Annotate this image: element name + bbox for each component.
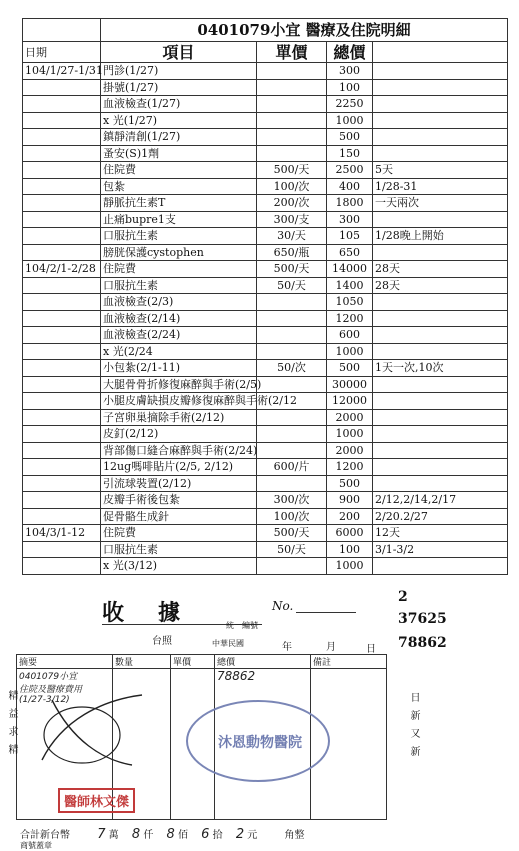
cell-note bbox=[373, 63, 508, 80]
cell-date bbox=[23, 211, 101, 228]
clinic-stamp-text: 沐恩動物醫院 bbox=[218, 735, 302, 751]
cell-date bbox=[23, 195, 101, 212]
receipt-unified-no: 統一編號 bbox=[226, 621, 258, 630]
cell-unit bbox=[257, 96, 327, 113]
cell-item: 住院費 bbox=[101, 525, 257, 542]
cell-date bbox=[23, 376, 101, 393]
cell-unit: 300/次 bbox=[257, 492, 327, 509]
cell-unit bbox=[257, 129, 327, 146]
cell-date bbox=[23, 96, 101, 113]
cell-unit: 600/片 bbox=[257, 459, 327, 476]
table-row bbox=[23, 558, 508, 575]
total-digit-0: 7 bbox=[97, 827, 106, 842]
cell-date bbox=[23, 162, 101, 179]
cell-total: 400 bbox=[327, 178, 373, 195]
cell-note bbox=[373, 327, 508, 344]
hand-summary-1: 0401079小宜 bbox=[19, 672, 78, 682]
cell-note: 1天一次,10次 bbox=[373, 360, 508, 377]
table-row bbox=[23, 277, 508, 294]
cell-item: 小腿皮膚缺損皮瓣修復麻醉與手術(2/12 bbox=[101, 393, 257, 410]
receipt-year: 年 bbox=[282, 642, 292, 653]
hand-total: 78862 bbox=[217, 669, 256, 683]
cell-note bbox=[373, 145, 508, 162]
table-row bbox=[23, 79, 508, 96]
cell-item: 鎮靜清創(1/27) bbox=[101, 129, 257, 146]
cell-date bbox=[23, 129, 101, 146]
table-row bbox=[23, 508, 508, 525]
table-row bbox=[23, 409, 508, 426]
cell-date bbox=[23, 360, 101, 377]
side-value-3: 78862 bbox=[398, 635, 447, 651]
receipt bbox=[6, 582, 419, 850]
cell-total: 1000 bbox=[327, 558, 373, 575]
cell-item: 住院費 bbox=[101, 162, 257, 179]
receipt-title: 收據 bbox=[102, 600, 215, 626]
cell-unit bbox=[257, 294, 327, 311]
cell-total: 1800 bbox=[327, 195, 373, 212]
table-row bbox=[23, 162, 508, 179]
cell-total: 150 bbox=[327, 145, 373, 162]
receipt-total-row bbox=[20, 826, 386, 842]
cell-total: 6000 bbox=[327, 525, 373, 542]
cell-note bbox=[373, 426, 508, 443]
cell-total: 650 bbox=[327, 244, 373, 261]
cell-unit: 500/天 bbox=[257, 261, 327, 278]
table-row bbox=[23, 426, 508, 443]
cell-unit: 500/天 bbox=[257, 525, 327, 542]
cell-date: 104/2/1-2/28 bbox=[23, 261, 101, 278]
cross-out-mark bbox=[32, 690, 152, 770]
cell-note bbox=[373, 112, 508, 129]
right-vertical-text: 日新又新 bbox=[408, 692, 419, 764]
cell-date bbox=[23, 228, 101, 245]
table-row bbox=[23, 525, 508, 542]
cell-date bbox=[23, 244, 101, 261]
total-label: 合計新台幣 bbox=[20, 830, 70, 841]
receipt-month: 月 bbox=[326, 642, 336, 653]
title-blank bbox=[23, 19, 101, 42]
cell-item: 掛號(1/27) bbox=[101, 79, 257, 96]
table-row bbox=[23, 475, 508, 492]
cell-total: 12000 bbox=[327, 393, 373, 410]
sheet-title: 0401079小宜 醫療及住院明細 bbox=[101, 19, 508, 42]
cell-total: 100 bbox=[327, 541, 373, 558]
cell-total: 1200 bbox=[327, 310, 373, 327]
cell-date: 104/1/27-1/31 bbox=[23, 63, 101, 80]
cell-note bbox=[373, 294, 508, 311]
total-digit-4: 2 bbox=[235, 827, 245, 842]
total-unit-2: 佰 bbox=[177, 830, 188, 841]
cell-total: 200 bbox=[327, 508, 373, 525]
cell-unit bbox=[257, 442, 327, 459]
cell-item: 口服抗生素 bbox=[101, 228, 257, 245]
side-value-2: 37625 bbox=[398, 611, 447, 627]
cell-date bbox=[23, 475, 101, 492]
cell-item: 門診(1/27) bbox=[101, 63, 257, 80]
total-suffix: 角整 bbox=[284, 830, 305, 841]
cell-date bbox=[23, 426, 101, 443]
cell-total: 300 bbox=[327, 63, 373, 80]
cell-item: 止痛bupre1支 bbox=[101, 211, 257, 228]
receipt-col-unit: 單價 bbox=[171, 655, 215, 669]
cell-date bbox=[23, 459, 101, 476]
cell-unit bbox=[257, 475, 327, 492]
cell-date: 104/3/1-12 bbox=[23, 525, 101, 542]
receipt-day: 日 bbox=[366, 644, 376, 655]
total-unit-3: 拾 bbox=[212, 830, 223, 841]
cell-unit bbox=[257, 63, 327, 80]
cell-item: 蚤安(S)1劑 bbox=[101, 145, 257, 162]
cell-unit: 50/天 bbox=[257, 277, 327, 294]
cell-date bbox=[23, 145, 101, 162]
cell-total: 600 bbox=[327, 327, 373, 344]
cell-note: 1/28-31 bbox=[373, 178, 508, 195]
cell-total: 1200 bbox=[327, 459, 373, 476]
cell-total: 2000 bbox=[327, 409, 373, 426]
cell-unit bbox=[257, 112, 327, 129]
cell-note: 28天 bbox=[373, 277, 508, 294]
cell-item: x 光(3/12) bbox=[101, 558, 257, 575]
table-row bbox=[23, 492, 508, 509]
cell-note: 28天 bbox=[373, 261, 508, 278]
cell-item: 血液檢查(2/3) bbox=[101, 294, 257, 311]
cell-date bbox=[23, 343, 101, 360]
cell-item: 血液檢查(2/14) bbox=[101, 310, 257, 327]
cell-total: 500 bbox=[327, 475, 373, 492]
cell-date bbox=[23, 294, 101, 311]
receipt-col-total: 總價 bbox=[215, 655, 311, 669]
cell-total: 300 bbox=[327, 211, 373, 228]
cell-unit: 50/次 bbox=[257, 360, 327, 377]
header-note bbox=[373, 42, 508, 63]
cell-item: 背部傷口縫合麻醉與手術(2/24) bbox=[101, 442, 257, 459]
cell-note bbox=[373, 211, 508, 228]
receipt-customer: 台照 bbox=[152, 636, 172, 647]
cell-item: 口服抗生素 bbox=[101, 541, 257, 558]
side-value-1: 2 bbox=[398, 589, 408, 605]
cell-note: 12天 bbox=[373, 525, 508, 542]
cell-date bbox=[23, 178, 101, 195]
table-row bbox=[23, 376, 508, 393]
cell-total: 14000 bbox=[327, 261, 373, 278]
cell-total: 900 bbox=[327, 492, 373, 509]
table-row bbox=[23, 459, 508, 476]
total-digit-1: 8 bbox=[131, 827, 141, 842]
cell-unit bbox=[257, 327, 327, 344]
total-unit-0: 萬 bbox=[108, 830, 119, 841]
doctor-seal: 醫師林文傑 bbox=[58, 788, 135, 813]
cell-unit: 500/天 bbox=[257, 162, 327, 179]
cell-date bbox=[23, 409, 101, 426]
cell-total: 2000 bbox=[327, 442, 373, 459]
expense-sheet bbox=[22, 18, 507, 580]
header-total: 總價 bbox=[327, 42, 373, 63]
cell-total: 105 bbox=[327, 228, 373, 245]
receipt-republic: 中華民國 bbox=[212, 639, 244, 648]
table-row bbox=[23, 393, 508, 410]
table-row bbox=[23, 112, 508, 129]
cell-note: 2/12,2/14,2/17 bbox=[373, 492, 508, 509]
table-row bbox=[23, 244, 508, 261]
cell-date bbox=[23, 112, 101, 129]
cell-item: x 光(2/24 bbox=[101, 343, 257, 360]
cell-unit: 650/瓶 bbox=[257, 244, 327, 261]
cell-unit: 200/次 bbox=[257, 195, 327, 212]
cell-total: 500 bbox=[327, 129, 373, 146]
cell-date bbox=[23, 442, 101, 459]
cell-date bbox=[23, 310, 101, 327]
cell-total: 30000 bbox=[327, 376, 373, 393]
cell-item: 住院費 bbox=[101, 261, 257, 278]
table-row bbox=[23, 541, 508, 558]
table-row bbox=[23, 343, 508, 360]
cell-item: 大腿骨骨折修復麻醉與手術(2/5) bbox=[101, 376, 257, 393]
cell-note bbox=[373, 459, 508, 476]
cell-item: 血液檢查(1/27) bbox=[101, 96, 257, 113]
cell-unit bbox=[257, 79, 327, 96]
cell-unit bbox=[257, 310, 327, 327]
cell-note bbox=[373, 409, 508, 426]
receipt-col-summary: 摘要 bbox=[17, 655, 113, 669]
cell-note bbox=[373, 129, 508, 146]
cell-date bbox=[23, 79, 101, 96]
table-row bbox=[23, 442, 508, 459]
header-item: 項目 bbox=[101, 42, 257, 63]
cell-item: 引流球裝置(2/12) bbox=[101, 475, 257, 492]
total-digit-2: 8 bbox=[166, 827, 175, 842]
cell-note: 1/28晚上開始 bbox=[373, 228, 508, 245]
table-row bbox=[23, 211, 508, 228]
cell-item: 皮瓣手術後包紮 bbox=[101, 492, 257, 509]
cell-item: 皮釘(2/12) bbox=[101, 426, 257, 443]
cell-unit bbox=[257, 558, 327, 575]
cell-unit bbox=[257, 409, 327, 426]
cell-note bbox=[373, 96, 508, 113]
cell-note bbox=[373, 376, 508, 393]
cell-unit: 100/次 bbox=[257, 178, 327, 195]
receipt-col-qty: 數量 bbox=[113, 655, 171, 669]
cell-total: 500 bbox=[327, 360, 373, 377]
cell-unit: 50/天 bbox=[257, 541, 327, 558]
cell-date bbox=[23, 541, 101, 558]
header-date: 日期 bbox=[23, 42, 101, 63]
cell-total: 1000 bbox=[327, 343, 373, 360]
table-row bbox=[23, 195, 508, 212]
cell-item: 膀胱保護cystophen bbox=[101, 244, 257, 261]
cell-item: x 光(1/27) bbox=[101, 112, 257, 129]
cell-note: 3/1-3/2 bbox=[373, 541, 508, 558]
total-unit-1: 仟 bbox=[143, 830, 154, 841]
table-row bbox=[23, 145, 508, 162]
cell-item: 包紮 bbox=[101, 178, 257, 195]
cell-unit bbox=[257, 145, 327, 162]
cell-date bbox=[23, 558, 101, 575]
table-row bbox=[23, 228, 508, 245]
table-row bbox=[23, 360, 508, 377]
cell-note bbox=[373, 310, 508, 327]
cell-item: 血液檢查(2/24) bbox=[101, 327, 257, 344]
cell-unit: 100/次 bbox=[257, 508, 327, 525]
cell-note: 一天兩次 bbox=[373, 195, 508, 212]
cell-note: 5天 bbox=[373, 162, 508, 179]
cell-item: 12ug嗎啡貼片(2/5, 2/12) bbox=[101, 459, 257, 476]
cell-item: 靜脈抗生素T bbox=[101, 195, 257, 212]
cell-total: 2500 bbox=[327, 162, 373, 179]
cell-date bbox=[23, 277, 101, 294]
cell-unit bbox=[257, 376, 327, 393]
left-vertical-text: 精益求精 bbox=[6, 690, 17, 762]
cell-date bbox=[23, 393, 101, 410]
receipt-no-line bbox=[296, 612, 356, 613]
cell-date bbox=[23, 492, 101, 509]
cell-note: 2/20.2/27 bbox=[373, 508, 508, 525]
cell-note bbox=[373, 475, 508, 492]
cell-date bbox=[23, 327, 101, 344]
total-unit-4: 元 bbox=[247, 830, 258, 841]
cell-total: 1400 bbox=[327, 277, 373, 294]
table-row bbox=[23, 63, 508, 80]
cell-total: 2250 bbox=[327, 96, 373, 113]
cell-item: 口服抗生素 bbox=[101, 277, 257, 294]
expense-table bbox=[22, 18, 508, 575]
receipt-no-label: No. bbox=[272, 599, 294, 613]
cell-note bbox=[373, 79, 508, 96]
table-row bbox=[23, 327, 508, 344]
cell-total: 1000 bbox=[327, 112, 373, 129]
cell-unit bbox=[257, 343, 327, 360]
cell-total: 1050 bbox=[327, 294, 373, 311]
cell-note bbox=[373, 558, 508, 575]
cell-date bbox=[23, 508, 101, 525]
receipt-footer: 商號蓋章 bbox=[20, 841, 52, 850]
table-row bbox=[23, 96, 508, 113]
cell-note bbox=[373, 393, 508, 410]
cell-unit: 300/支 bbox=[257, 211, 327, 228]
total-digit-3: 6 bbox=[201, 827, 210, 842]
table-row bbox=[23, 310, 508, 327]
cell-unit: 30/天 bbox=[257, 228, 327, 245]
cell-total: 100 bbox=[327, 79, 373, 96]
cell-item: 子宮卵巢摘除手術(2/12) bbox=[101, 409, 257, 426]
cell-note bbox=[373, 343, 508, 360]
cell-item: 小包紮(2/1-11) bbox=[101, 360, 257, 377]
table-row bbox=[23, 261, 508, 278]
hand-summary-2: 住院及醫療費用 (1/27-3/12) bbox=[19, 685, 83, 705]
table-row bbox=[23, 129, 508, 146]
cell-unit bbox=[257, 426, 327, 443]
table-row bbox=[23, 178, 508, 195]
cell-item: 促骨骼生成針 bbox=[101, 508, 257, 525]
header-unit: 單價 bbox=[257, 42, 327, 63]
table-row bbox=[23, 294, 508, 311]
cell-note bbox=[373, 244, 508, 261]
receipt-col-note: 備註 bbox=[311, 655, 387, 669]
clinic-stamp bbox=[186, 700, 330, 782]
cell-note bbox=[373, 442, 508, 459]
cell-total: 1000 bbox=[327, 426, 373, 443]
